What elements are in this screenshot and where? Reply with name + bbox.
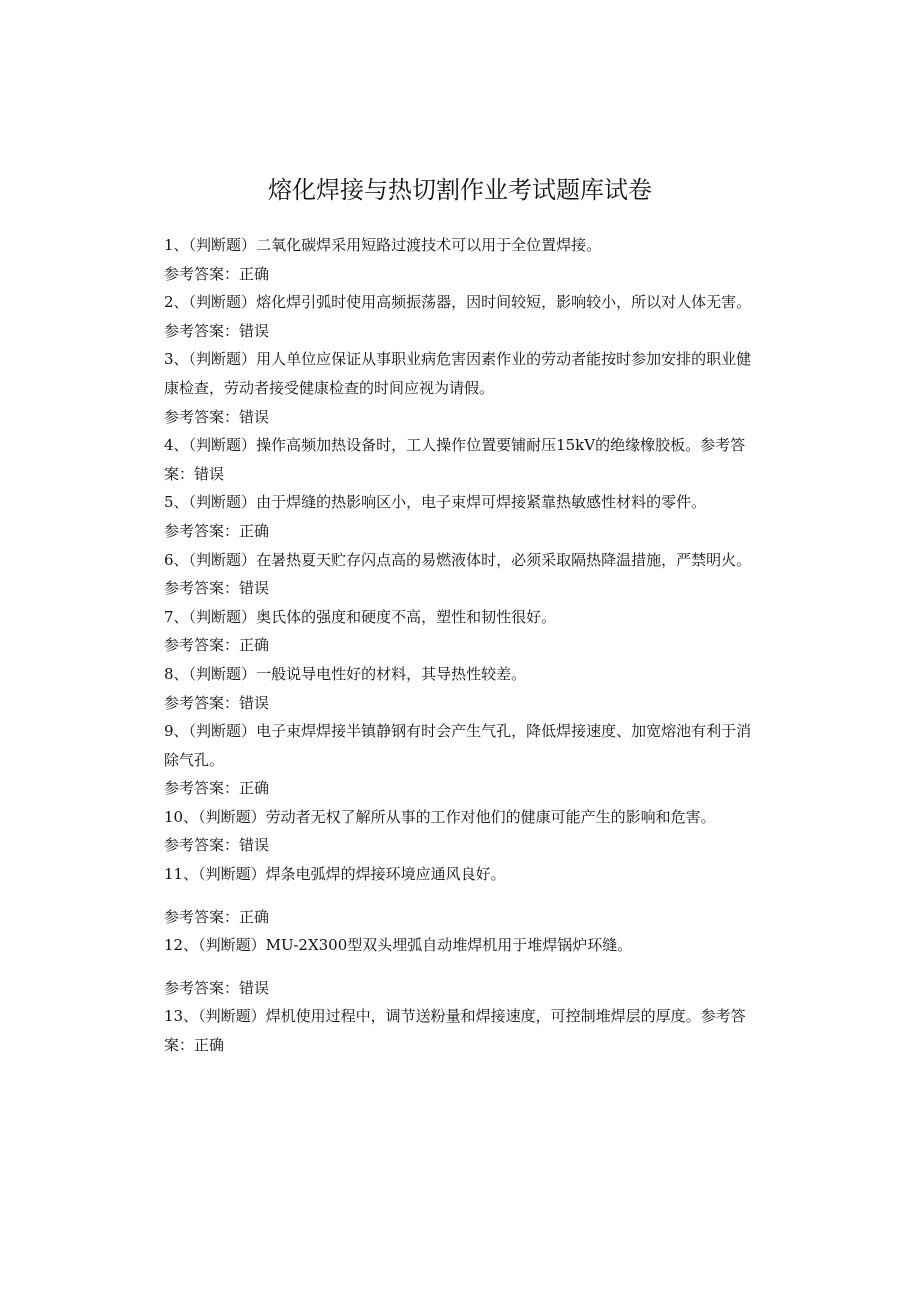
question-number: 4、 (164, 436, 189, 455)
question-type: （判断题） (188, 493, 257, 512)
question-type: （判断题） (188, 550, 257, 569)
question-text: 电子束焊焊接半镇静钢有时会产生气孔，降低焊接速度、加宽熔池有利于消除气孔。 (164, 722, 752, 769)
question-number: 2、 (164, 293, 189, 312)
question-number: 9、 (164, 722, 189, 741)
question-11 (164, 860, 754, 889)
question-number: 10、 (164, 807, 199, 826)
question-type: （判断题） (198, 865, 266, 884)
spacer (164, 960, 754, 974)
question-type: （判断题） (188, 350, 257, 369)
answer-11: 参考答案：正确 (164, 907, 270, 926)
question-number: 8、 (164, 664, 189, 683)
question-1 (164, 231, 754, 260)
answer-7: 参考答案：正确 (164, 636, 270, 655)
answer-4: 参考答案：错误 (164, 436, 746, 483)
question-text: 操作高频加热设备时，工人操作位置要铺耐压15kV的绝缘橡胶板。 (256, 436, 701, 455)
question-number: 12、 (164, 936, 199, 955)
answer-10: 参考答案：错误 (164, 836, 270, 855)
question-text: 奥氏体的强度和硬度不高，塑性和韧性很好。 (256, 607, 557, 626)
question-text: 熔化焊引弧时使用高频振荡器，因时间较短，影响较小，所以对人体无害。 (256, 293, 752, 312)
question-text: MU-2X300型双头埋弧自动堆焊机用于堆焊锅炉环缝。 (265, 936, 633, 955)
question-type: （判断题） (198, 807, 266, 826)
question-text: 一般说导电性好的材料，其导热性较差。 (256, 664, 527, 683)
question-number: 1、 (164, 236, 189, 254)
question-5 (164, 488, 754, 517)
question-number: 6、 (164, 550, 189, 569)
answer-13: 参考答案：正确 (164, 1007, 746, 1055)
question-8 (164, 660, 754, 689)
answer-12: 参考答案：错误 (164, 978, 270, 997)
answer-8: 参考答案：错误 (164, 693, 270, 712)
question-number: 7、 (164, 607, 189, 626)
question-type: （判断题） (188, 607, 257, 626)
question-9 (164, 717, 754, 774)
question-type: （判断题） (188, 293, 257, 312)
answer-3: 参考答案：错误 (164, 407, 270, 426)
question-10 (164, 803, 754, 832)
question-2 (164, 288, 754, 317)
question-number: 13、 (164, 1007, 199, 1026)
question-list (164, 231, 754, 1060)
question-type: （判断题） (188, 722, 257, 741)
question-type: （判断题） (198, 936, 266, 955)
question-type: （判断题） (188, 436, 257, 455)
question-number: 11、 (164, 865, 199, 884)
document-title: 熔化焊接与热切割作业考试题库试卷 (268, 176, 652, 204)
question-number: 5、 (164, 493, 189, 512)
question-7 (164, 603, 754, 632)
question-6 (164, 546, 754, 575)
question-3 (164, 345, 754, 402)
answer-2: 参考答案：错误 (164, 321, 270, 340)
answer-1: 参考答案：正确 (164, 264, 270, 283)
question-number: 3、 (164, 350, 189, 369)
answer-5: 参考答案：正确 (164, 521, 270, 540)
question-text: 由于焊缝的热影响区小，电子束焊可焊接紧靠热敏感性材料的零件。 (256, 493, 707, 512)
question-type: （判断题） (198, 1007, 266, 1026)
question-type: （判断题） (188, 664, 257, 683)
answer-6: 参考答案：错误 (164, 579, 270, 598)
question-text: 焊条电弧焊的焊接环境应通风良好。 (265, 865, 506, 884)
question-4 (164, 431, 754, 488)
question-text: 在暑热夏天贮存闪点高的易燃液体时，必须采取隔热降温措施，严禁明火。 (256, 550, 752, 569)
question-text: 用人单位应保证从事职业病危害因素作业的劳动者能按时参加安排的职业健康检查，劳动者接受健康检查的时间应视为请假。 (164, 350, 752, 397)
question-text: 二氧化碳焊采用短路过渡技术可以用于全位置焊接。 (256, 236, 602, 254)
spacer (164, 889, 754, 903)
question-text: 焊机使用过程中，调节送粉量和焊接速度，可控制堆焊层的厚度。 (265, 1007, 701, 1026)
answer-9: 参考答案：正确 (164, 779, 270, 798)
question-type: （判断题） (188, 236, 257, 254)
question-13 (164, 1002, 754, 1059)
question-text: 劳动者无权了解所从事的工作对他们的健康可能产生的影响和危害。 (265, 807, 716, 826)
question-12 (164, 931, 754, 960)
